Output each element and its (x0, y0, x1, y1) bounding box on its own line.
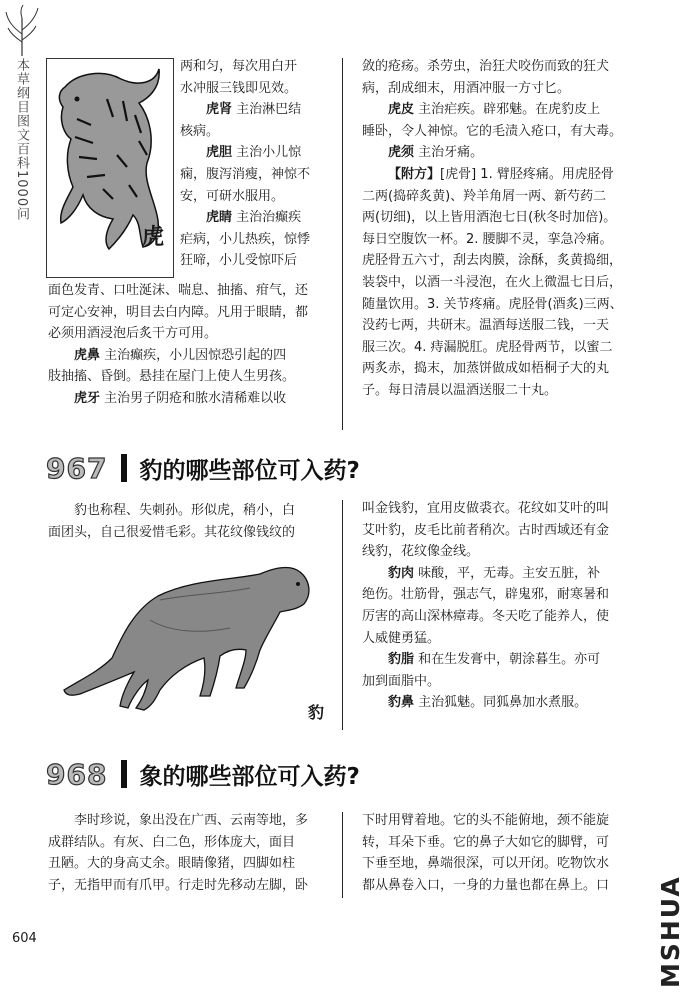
text-line: 两(切细)，以上皆用酒泡七日(秋冬时加倍)。 (362, 210, 617, 226)
text-line: 主治疟疾。辟邪魅。在虎豹皮上 (414, 102, 601, 118)
leopard-fat-paragraph (362, 649, 648, 692)
plant-sprig-icon (2, 4, 42, 56)
text-line: 肢抽搐、昏倒。悬挂在屋门上使人生男孩。 (48, 369, 296, 385)
term-leopard-meat: 豹肉 (388, 565, 415, 581)
leopard-nose-paragraph (362, 692, 648, 714)
section-number: 968 (46, 757, 108, 791)
leopard-col1 (48, 500, 326, 543)
text-line: 都从鼻卷入口，一身的力量也都在鼻上。口 (362, 877, 610, 893)
text-line: 两炙赤，捣末，加蒸饼做成如梧桐子大的丸 (362, 361, 610, 377)
text-line: 痫，腹泻消瘦，神惊不 (180, 166, 311, 182)
text-line: 安，可研水服用。 (180, 188, 285, 204)
elephant-paragraph-continued (362, 810, 648, 896)
text-line: 丑陋。大的身高丈余。眼睛像猪，四脚如柱 (48, 856, 296, 872)
text-line: 转，耳朵下垂。它的鼻子大如它的脚臂，可 (362, 834, 610, 850)
text-line: 味酸，平，无毒。主安五脏，补 (414, 565, 601, 581)
text-line: 主治男子阴疮和脓水清稀难以收 (100, 390, 287, 406)
text-line: 睡卧，令人神惊。它的毛渍入疮口，有大毒。 (362, 123, 623, 139)
term-tiger-whisker: 虎须 (388, 145, 415, 161)
text-line: 主治牙痛。 (414, 145, 484, 161)
leopard-meat-paragraph (362, 563, 648, 649)
text-line: 厉害的高山深林瘴毒。冬天吃了能养人，使 (362, 608, 610, 624)
text-line: 装袋中，以酒一斗浸泡，在火上微温七日后， (362, 274, 623, 290)
text-line: 下时用臂着地。它的头不能俯地，颈不能旋 (362, 813, 610, 828)
text-line: 可定心安神，明目去白内障。凡用于眼睛，都 (48, 304, 309, 320)
text-line: 李时珍说，象出没在广西、云南等地，多 (74, 813, 309, 828)
book-title: 本草纲目图文百科1000问 (14, 58, 29, 222)
elephant-col1 (48, 810, 326, 896)
tiger-paragraph (180, 56, 326, 99)
term-leopard-fat: 豹脂 (388, 652, 415, 668)
text-line: 主治狐魅。同狐鼻加水煮服。 (414, 695, 588, 711)
section-title: 豹的哪些部位可入药? (139, 457, 360, 484)
text-line: 和在生发膏中，朝涂暮生。亦可 (414, 652, 601, 668)
text-line: 病，刮成细末，用酒冲服一方寸匕。 (362, 80, 571, 96)
heading-bar (121, 454, 127, 482)
text-line: 服三次。4. 痔漏脱肛。虎胫骨两节，以蜜二 (362, 339, 613, 355)
tiger-col1-lower (48, 280, 326, 410)
tiger-col2 (362, 56, 648, 402)
tiger-skin-paragraph (362, 99, 648, 142)
text-line: 面色发青、口吐涎沫、喘息、抽搐、疳气，还 (48, 283, 309, 298)
page-number: 604 (12, 931, 37, 946)
text-line: 加到面脂中。 (362, 673, 441, 689)
text-line: 二两(捣碎炙黄)、羚羊角屑一两、新芍药二 (362, 188, 607, 204)
term-tiger-skin: 虎皮 (388, 102, 415, 118)
text-line: 必须用酒浸泡后炙干方可用。 (48, 326, 218, 342)
section-968-heading (46, 752, 360, 796)
tiger-col1-upper (180, 56, 326, 272)
text-line: 狂啼，小儿受惊吓后 (180, 253, 298, 269)
text-line: 主治治癫疾 (232, 210, 302, 226)
tiger-kidney-paragraph (180, 99, 326, 142)
text-line: 线豹，花纹像金线。 (362, 544, 480, 560)
tiger-gall-paragraph (180, 142, 326, 207)
tiger-teeth-continued (362, 56, 648, 99)
text-line: 面团头，自己很爱惜毛彩。其花纹像钱纹的 (48, 524, 296, 540)
text-line: 水冲服三钱即见效。 (180, 80, 298, 96)
text-line: 敛的疮疡。杀劳虫，治狂犬咬伤而致的狂犬 (362, 59, 610, 74)
text-line: 主治淋巴结 (232, 102, 302, 118)
tiger-whisker-paragraph (362, 142, 648, 164)
column-divider (342, 58, 343, 430)
elephant-paragraph (48, 810, 326, 896)
term-tiger-gall: 虎胆 (206, 145, 233, 161)
leopard-col2 (362, 498, 648, 714)
text-line: 主治癫疾，小儿因惊恐引起的四 (100, 347, 287, 363)
leopard-intro-continued (362, 498, 648, 563)
leopard-illustration (60, 560, 314, 720)
text-line: 成群结队。有灰、白二色，形体庞大，面目 (48, 834, 296, 850)
text-line: 豹也称程、失刺孙。形似虎，稍小，白 (74, 503, 296, 518)
tiger-caption: 虎 (142, 225, 165, 250)
term-tiger-teeth: 虎牙 (74, 390, 101, 406)
tiger-prescription-paragraph (362, 164, 648, 402)
text-line: 核病。 (180, 123, 220, 139)
leopard-intro-paragraph (48, 500, 326, 543)
column-divider (342, 812, 343, 898)
tiger-teeth-paragraph (48, 388, 326, 410)
text-line: 下垂至地，鼻端很深，可以开闭。吃物饮水 (362, 856, 610, 872)
text-line: 疟病，小儿热疾，惊悸 (180, 231, 311, 247)
text-line: 虎胫骨五六寸，刮去肉膜，涂酥，炙黄捣细， (362, 253, 623, 269)
text-line: 叫金钱豹，宜用皮做裘衣。花纹如艾叶的叫 (362, 501, 610, 516)
text-line: [虎骨] 1. 臂胫疼痛。用虎胫骨 (440, 166, 614, 182)
text-line: 人威健勇猛。 (362, 630, 441, 646)
text-line: 子。每日清晨以温酒送服二十丸。 (362, 382, 558, 398)
text-line: 子，无指甲而有爪甲。行走时先移动左脚，卧 (48, 877, 309, 893)
section-number: 967 (46, 451, 108, 485)
term-tiger-kidney: 虎肾 (206, 102, 233, 118)
text-line: 绝伤。壮筋骨，强志气，辟鬼邪，耐寒暑和 (362, 587, 610, 603)
heading-bar (121, 760, 127, 788)
text-line: 艾叶豹，皮毛比前者稍次。古时西域还有金 (362, 522, 610, 538)
column-divider (342, 500, 343, 730)
section-967-heading (46, 446, 360, 490)
tiger-eye-paragraph (180, 207, 326, 272)
section-title: 象的哪些部位可入药? (139, 763, 360, 790)
term-leopard-nose: 豹鼻 (388, 695, 415, 711)
leopard-caption: 豹 (308, 703, 325, 722)
tiger-nose-paragraph (48, 345, 326, 388)
elephant-col2 (362, 810, 648, 896)
text-line: 每日空腹饮一杯。2. 腰脚不灵，挛急冷痛。 (362, 231, 613, 247)
watermark: MSHUA (656, 875, 685, 988)
term-prescription: 【附方】 (388, 166, 441, 182)
term-tiger-nose: 虎鼻 (74, 347, 101, 363)
text-line: 随量饮用。3. 关节疼痛。虎胫骨(酒炙)三两、 (362, 296, 623, 312)
tiger-eye-continued (48, 280, 326, 345)
term-tiger-eye: 虎睛 (206, 210, 233, 226)
text-line: 主治小儿惊 (232, 145, 302, 161)
text-line: 没药七两，共研末。温酒每送服二钱，一天 (362, 318, 610, 334)
text-line: 两和匀，每次用白开 (180, 59, 298, 74)
